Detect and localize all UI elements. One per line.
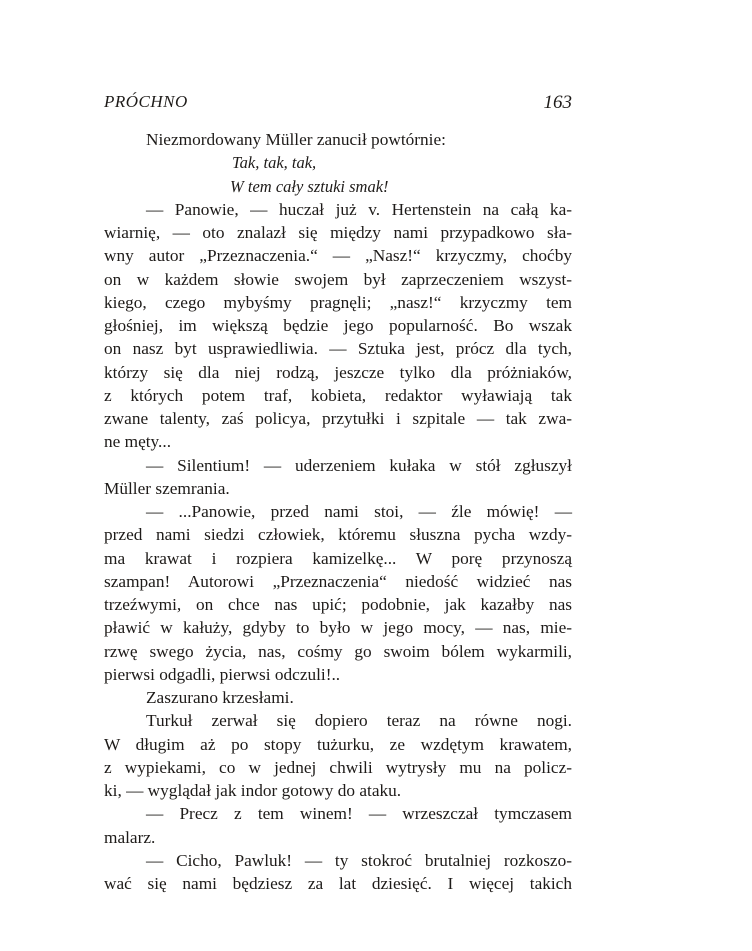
text-line: — Panowie, — huczał już v. Hertenstein na całą ka- (146, 199, 572, 219)
text-line: przed nami siedzi człowiek, któremu słuszna pycha wzdy- (104, 525, 572, 545)
text-line: kiego, czego mybyśmy pragnęli; „nasz!“ krzyczmy tem (104, 292, 572, 312)
text-line: ki, — wyglądał jak indor gotowy do ataku. (104, 781, 402, 800)
text-line: trzeźwymi, on chce nas upić; podobnie, jak kazałby nas (104, 595, 572, 614)
text-line: pławić w kałuży, gdyby to było w jego mocy, — nas, mie- (104, 618, 572, 638)
text-line: rzwę swego życia, nas, cośmy go swoim bólem wykarmili, (104, 641, 572, 661)
text-line: wiarnię, — oto znalazł się między nami przypadkowo sła- (104, 223, 572, 242)
text-line: wać się nami będziesz za lat dziesięć. I więcej takich (104, 874, 572, 893)
text-line: wny autor „Przeznaczenia.“ — „Nasz!“ krzyczmy, choćby (104, 246, 572, 266)
text-line: szampan! Autorowi „Przeznaczenia“ niedość widzieć nas (104, 571, 572, 591)
text-line: malarz. (104, 827, 156, 847)
text-line: W długim aż po stopy tużurku, ze wzdętym krawatem, (104, 734, 572, 754)
running-head (104, 92, 572, 118)
running-title: PRÓCHNO (104, 92, 188, 111)
body-text (104, 128, 572, 895)
text-line: z wypiekami, co w jednej chwili wytrysły mu na policz- (104, 757, 572, 777)
text-line: ma krawat i rozpiera kamizelkę... W porę przynoszą (104, 548, 572, 568)
text-line: on nasz byt usprawiedliwia. — Sztuka jest, prócz dla tych, (104, 339, 572, 359)
text-line: pierwsi odgadli, pierwsi odczuli!.. (104, 664, 341, 684)
text-line: on w każdem słowie swojem był zaprzeczeniem wszyst- (104, 269, 572, 289)
text-line: — Silentium! — uderzeniem kułaka w stół zgłuszył (146, 455, 572, 475)
text-line: Niezmordowany Müller zanucił powtórnie: (146, 130, 446, 149)
text-line: ne męty... (104, 432, 172, 452)
text-line: — Precz z tem winem! — wrzeszczał tymczasem (146, 804, 572, 824)
text-line: Zaszurano krzesłami. (146, 688, 294, 707)
text-line: — Cicho, Pawluk! — ty stokroć brutalniej rozkoszo- (146, 850, 572, 870)
verse-line: Tak, tak, tak, (232, 153, 317, 173)
text-line: którzy się dla niej rodzą, jeszcze tylko dla próżniaków, (104, 362, 572, 382)
text-line: zwane talenty, zaś policya, przytułki i szpitale — tak zwa- (104, 409, 572, 428)
text-line: głośniej, im większą będzie jego popularność. Bo wszak (104, 316, 572, 335)
text-line: Turkuł zerwał się dopiero teraz na równe nogi. (146, 711, 572, 731)
text-line: — ...Panowie, przed nami stoi, — źle mówię! — (146, 502, 572, 521)
text-line: Müller szemrania. (104, 478, 230, 498)
verse-line: W tem cały sztuki smak! (230, 176, 389, 196)
page-number: 163 (543, 92, 572, 113)
text-line: z których potem traf, kobieta, redaktor wyławiają tak (104, 385, 572, 405)
